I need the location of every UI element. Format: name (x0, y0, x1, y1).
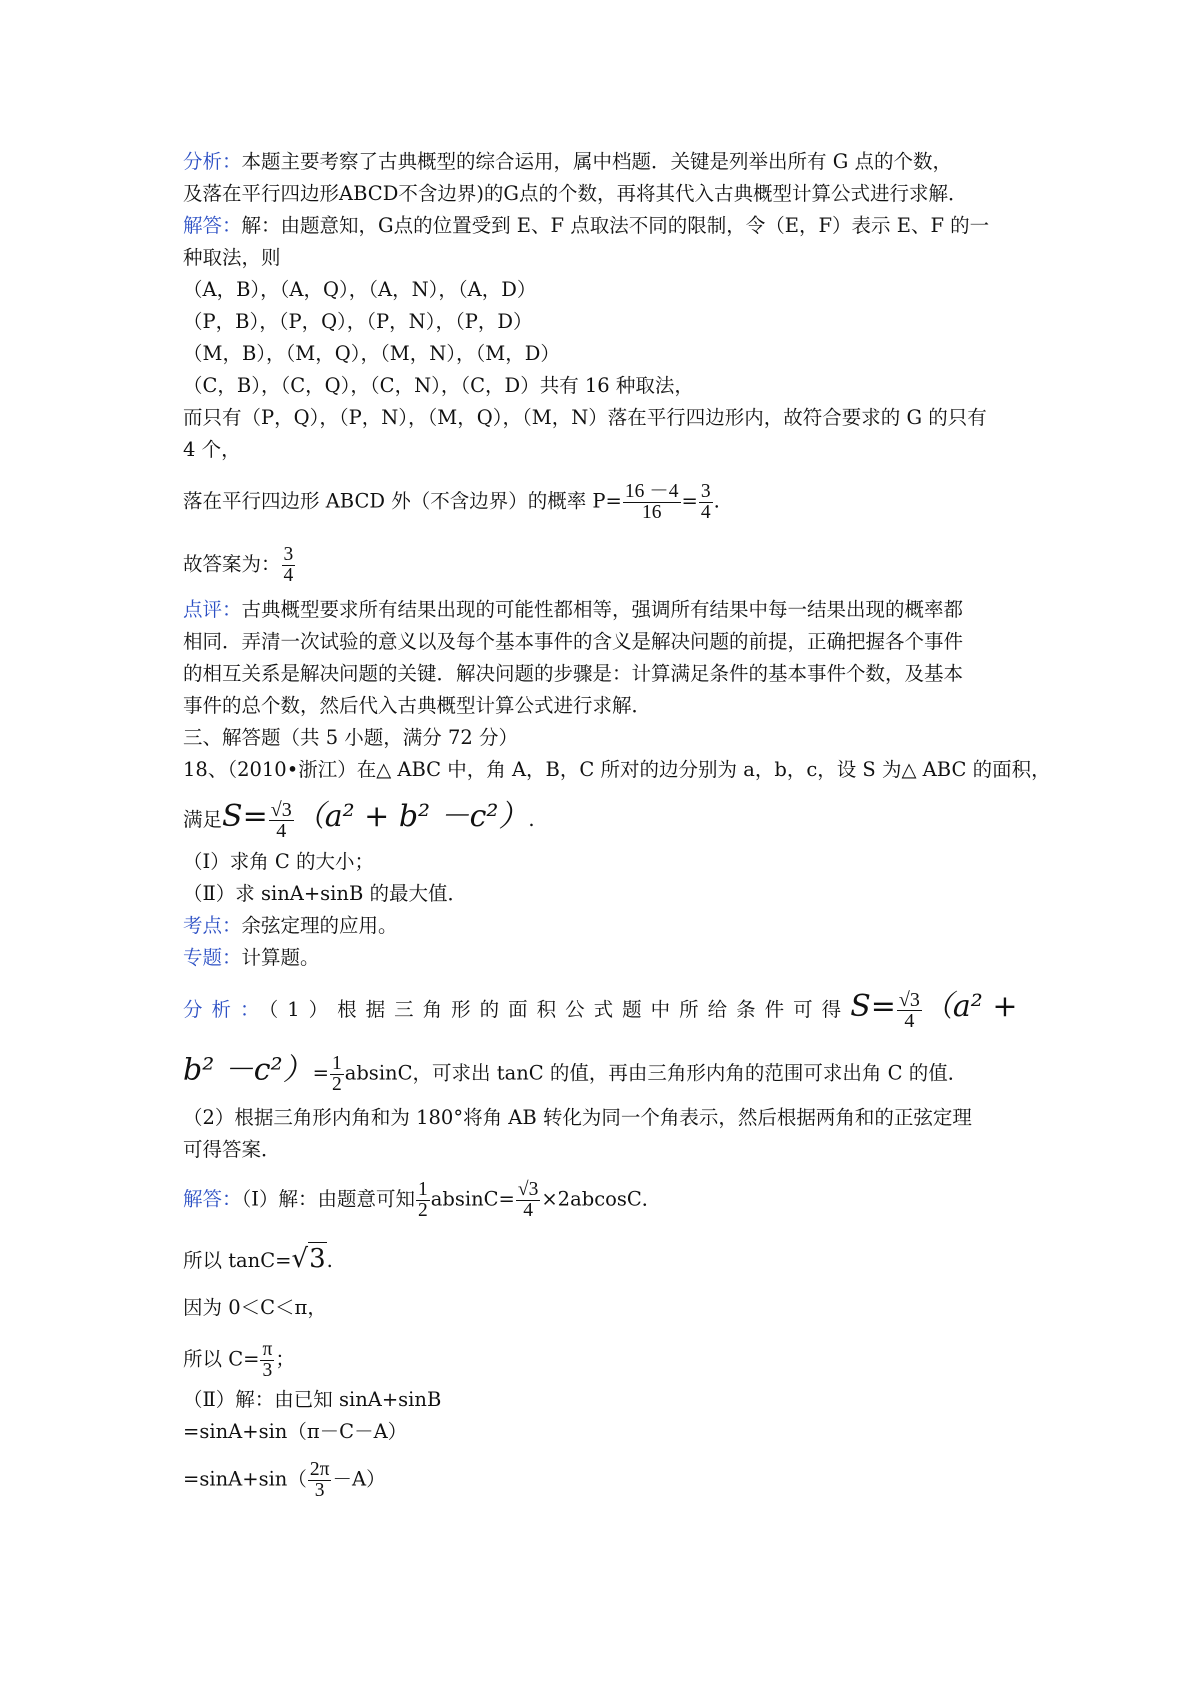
knowledge-point-label: 考点： (183, 914, 242, 937)
pi-over-3-fraction: $\frac{\pi}{3}$ (262, 1339, 273, 1381)
sqrt3-over-4-fraction: $\frac{√3}{4}$ (270, 799, 292, 842)
count-line: 4 个， (183, 438, 241, 461)
sqrt3-over-4-fraction-2: $\frac{√3}{4}$ (898, 989, 920, 1032)
part-2-line-3: =sinA+sin（ $\frac{2\pi}{3}$ －A） (183, 1459, 386, 1501)
part-2-line-1: （Ⅱ）解：由已知 sinA+sinB (183, 1388, 442, 1411)
analysis-18-line-2: b² －c²）= $\frac{1}{2}$ absinC，可求出 tanC 的值，再由三角形内角的范围可求出角 C 的值． (183, 1052, 968, 1095)
solution-line-1: 解答：解：由题意知，G点的位置受到 E、F 点取法不同的限制，令（E，F）表示 E、F 的一 (183, 214, 990, 237)
inside-pairs-line: 而只有（P，Q），（P，N），（M，Q），（M，N）落在平行四边形内，故符合要求的 G 的只有 (183, 406, 987, 429)
probability-result-fraction: $\frac{3}{4}$ (700, 481, 711, 523)
pairs-row-a: （A，B），（A，Q），（A，N），（A，D） (183, 278, 537, 301)
half-fraction-2: $\frac{1}{2}$ (417, 1179, 428, 1221)
knowledge-point-line: 考点：余弦定理的应用。 (183, 914, 398, 937)
probability-line: 落在平行四边形 ABCD 外（不含边界）的概率 P= $\frac{16 -4}{16}$ = $\frac{3}{4}$ . (183, 481, 720, 523)
analysis-18-line-4: 可得答案． (183, 1138, 281, 1161)
solution-line-2: 种取法，则 (183, 246, 281, 269)
sqrt-3-expression: √3 (291, 1244, 326, 1274)
solution-label: 解答： (183, 214, 242, 237)
problem-18-line-1: 18、（2010•浙江）在△ ABC 中，角 A，B，C 所对的边分别为 a，b，c，设 S 为△ ABC 的面积， (183, 758, 1051, 781)
analysis-18-line-1: 分析：（1）根据三角形的面积公式题中所给条件可得S= $\frac{√3}{4}$ （a² + (183, 989, 1018, 1032)
problem-18-formula-line: 满足S= $\frac{√3}{4}$ （a² + b² －c²）. (183, 799, 535, 842)
topic-line: 专题：计算题。 (183, 946, 320, 969)
analysis-18-line-3: （2）根据三角形内角和为 180°将角 AB 转化为同一个角表示，然后根据两角和的正弦定理 (183, 1106, 972, 1129)
analysis-label: 分析： (183, 150, 242, 173)
pairs-row-c: （C，B），（C，Q），（C，N），（C，D）共有 16 种取法， (183, 374, 694, 397)
comment-line-3: 的相互关系是解决问题的关键．解决问题的步骤是：计算满足条件的基本事件个数，及基本 (183, 662, 964, 685)
answer-fraction: $\frac{3}{4}$ (283, 544, 294, 586)
two-pi-over-3-fraction: $\frac{2\pi}{3}$ (309, 1459, 330, 1501)
solution-label-2: 解答： (183, 1187, 242, 1211)
comment-line-4: 事件的总个数，然后代入古典概型计算公式进行求解． (183, 694, 652, 717)
tanC-line: 所以 tanC=√3. (183, 1244, 333, 1274)
part-2-line-2: =sinA+sin（π－C－A） (183, 1420, 408, 1443)
C-value-line: 所以 C= $\frac{\pi}{3}$ ； (183, 1339, 295, 1381)
analysis-line-2: 及落在平行四边形ABCD不含边界)的G点的个数，再将其代入古典概型计算公式进行求解． (183, 182, 968, 205)
probability-fraction: $\frac{16 -4}{16}$ (624, 481, 679, 523)
sqrt3-over-4-fraction-3: $\frac{√3}{4}$ (517, 1179, 539, 1221)
question-part-2: （Ⅱ）求 sinA+sinB 的最大值． (183, 882, 468, 905)
comment-line-2: 相同．弄清一次试验的意义以及每个基本事件的含义是解决问题的前提，正确把握各个事件 (183, 630, 964, 653)
question-part-1: （Ⅰ）求角 C 的大小； (183, 850, 375, 873)
answer-line: 故答案为： $\frac{3}{4}$ (183, 544, 294, 586)
half-fraction: $\frac{1}{2}$ (331, 1053, 342, 1095)
solution-18-line-1: 解答：（Ⅰ）解：由题意可知 $\frac{1}{2}$ absinC= $\frac{√3}{4}$ ×2abcosC． (183, 1179, 662, 1221)
section-heading: 三、解答题（共 5 小题，满分 72 分） (183, 726, 519, 749)
range-line: 因为 0＜C＜π， (183, 1296, 327, 1319)
pairs-row-m: （M，B），（M，Q），（M，N），（M，D） (183, 342, 560, 365)
comment-label: 点评： (183, 598, 242, 621)
topic-label: 专题： (183, 946, 242, 969)
pairs-row-p: （P，B），（P，Q），（P，N），（P，D） (183, 310, 533, 333)
analysis-line-1: 分析：本题主要考察了古典概型的综合运用，属中档题．关键是列举出所有 G 点的个数， (183, 150, 952, 173)
comment-line-1: 点评：古典概型要求所有结果出现的可能性都相等，强调所有结果中每一结果出现的概率都 (183, 598, 964, 621)
analysis-label-2: 分析： (183, 998, 269, 1021)
